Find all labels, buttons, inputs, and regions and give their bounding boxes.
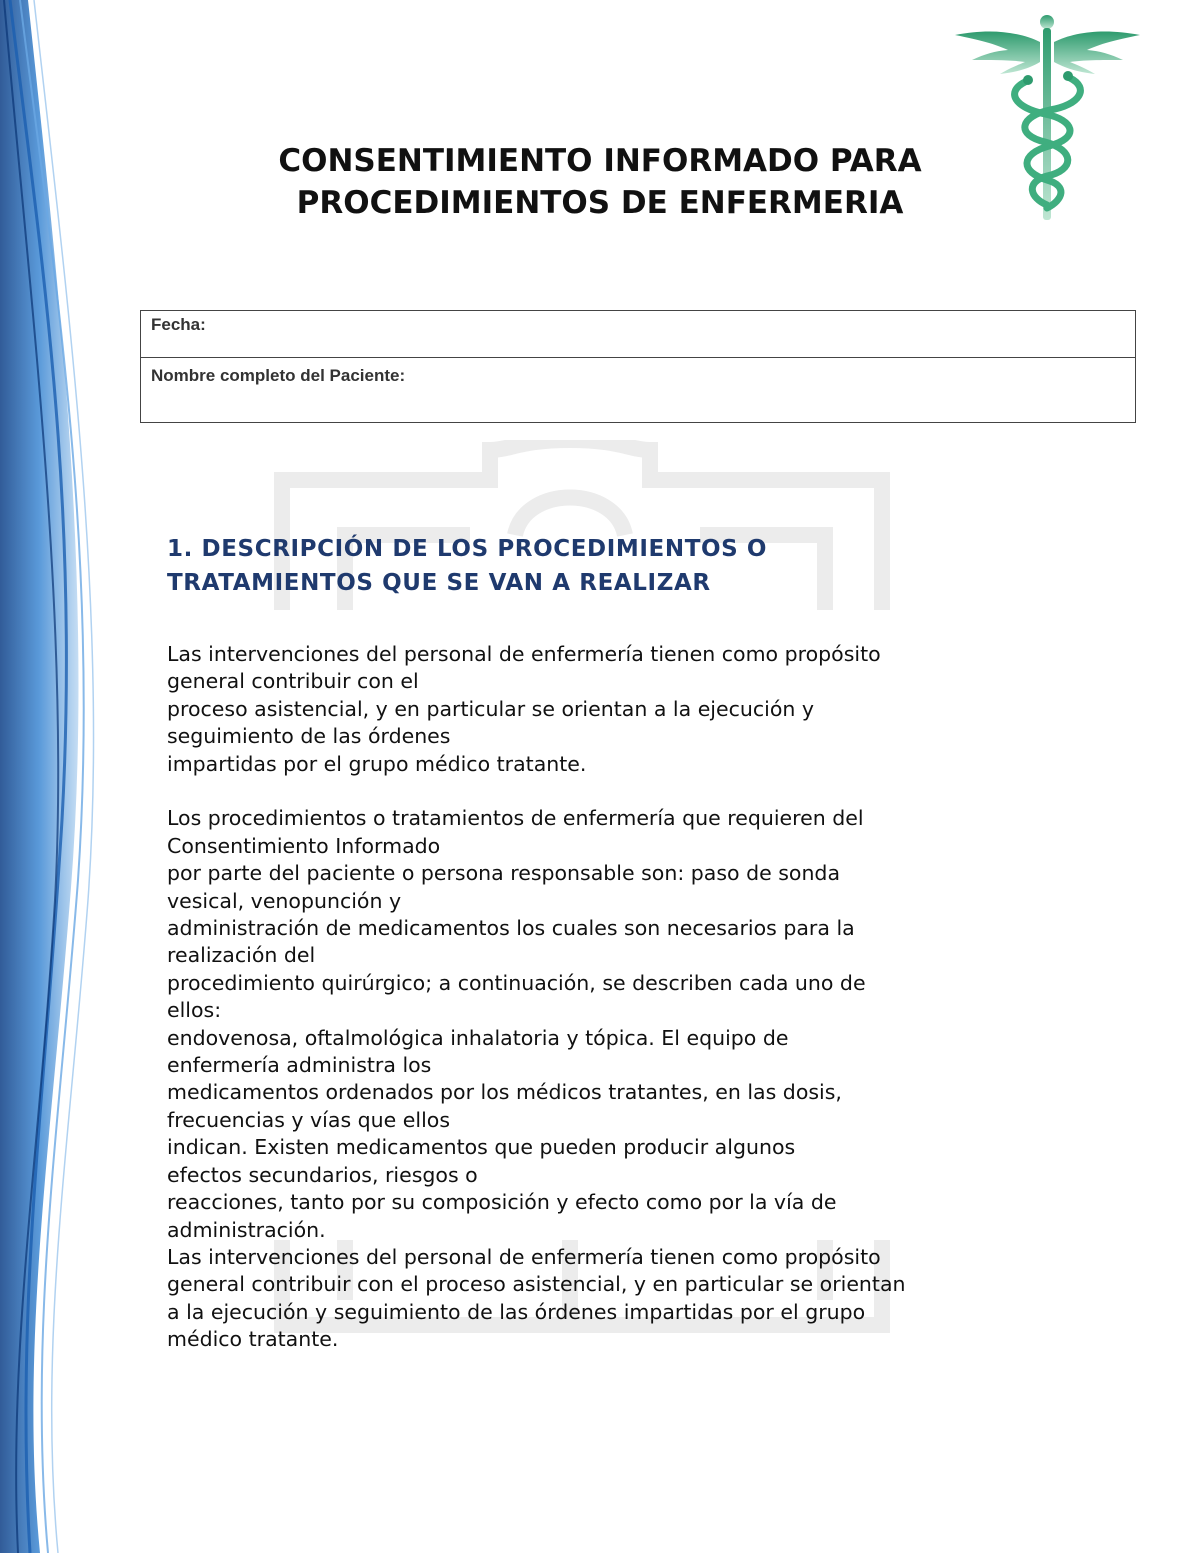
body-line: a la ejecución y seguimiento de las órdenes impartidas por el grupo: [167, 1299, 866, 1324]
table-row: [141, 311, 1136, 358]
body-line: Los procedimientos o tratamientos de enfermería que requieren del: [167, 806, 864, 831]
fecha-label: Fecha:: [151, 315, 206, 334]
section-heading-line-2: TRATAMIENTOS QUE SE VAN A REALIZAR: [167, 570, 711, 596]
patient-name-field[interactable]: [141, 358, 1136, 423]
body-line: endovenosa, oftalmológica inhalatoria y tópica. El equipo de: [167, 1025, 789, 1050]
body-line: general contribuir con el proceso asistencial, y en particular se orientan: [167, 1272, 906, 1297]
section-heading: [167, 532, 927, 600]
body-line: procedimiento quirúrgico; a continuación, se describen cada uno de: [167, 970, 866, 995]
body-line: Consentimiento Informado: [167, 833, 441, 858]
document-title: [150, 140, 1050, 224]
body-line: seguimiento de las órdenes: [167, 724, 451, 749]
body-line: general contribuir con el: [167, 669, 419, 694]
title-line-2: PROCEDIMIENTOS DE ENFERMERIA: [296, 185, 904, 221]
body-line: administración de medicamentos los cuales son necesarios para la: [167, 916, 855, 941]
body-line: por parte del paciente o persona responsable son: paso de sonda: [167, 861, 841, 886]
body-line: vesical, venopunción y: [167, 888, 402, 913]
body-line: impartidas por el grupo médico tratante.: [167, 751, 587, 776]
body-line: ellos:: [167, 998, 222, 1023]
body-line: reacciones, tanto por su composición y efecto como por la vía de: [167, 1190, 837, 1215]
table-row: [141, 358, 1136, 423]
body-line: efectos secundarios, riesgos o: [167, 1162, 478, 1187]
body-line: realización del: [167, 943, 316, 968]
section-heading-line-1: 1. DESCRIPCIÓN DE LOS PROCEDIMIENTOS O: [167, 536, 768, 562]
patient-name-label: Nombre completo del Paciente:: [151, 366, 406, 385]
blue-wave-decoration: [0, 0, 110, 1553]
body-line: Las intervenciones del personal de enfermería tienen como propósito: [167, 1244, 881, 1269]
body-line: proceso asistencial, y en particular se orientan a la ejecución y: [167, 696, 815, 721]
body-line: indican. Existen medicamentos que pueden producir algunos: [167, 1135, 796, 1160]
body-line: enfermería administra los: [167, 1053, 432, 1078]
body-line: medicamentos ordenados por los médicos tratantes, en las dosis,: [167, 1080, 842, 1105]
title-line-1: CONSENTIMIENTO INFORMADO PARA: [278, 143, 922, 179]
body-line: Las intervenciones del personal de enfermería tienen como propósito: [167, 642, 881, 666]
body-line: médico tratante.: [167, 1327, 339, 1352]
body-line: frecuencias y vías que ellos: [167, 1107, 450, 1132]
paragraph-gap: [167, 778, 1017, 805]
body-line: administración.: [167, 1217, 326, 1242]
patient-info-table: [140, 310, 1136, 423]
section-body: [167, 641, 1017, 1354]
fecha-field[interactable]: [141, 311, 1136, 358]
